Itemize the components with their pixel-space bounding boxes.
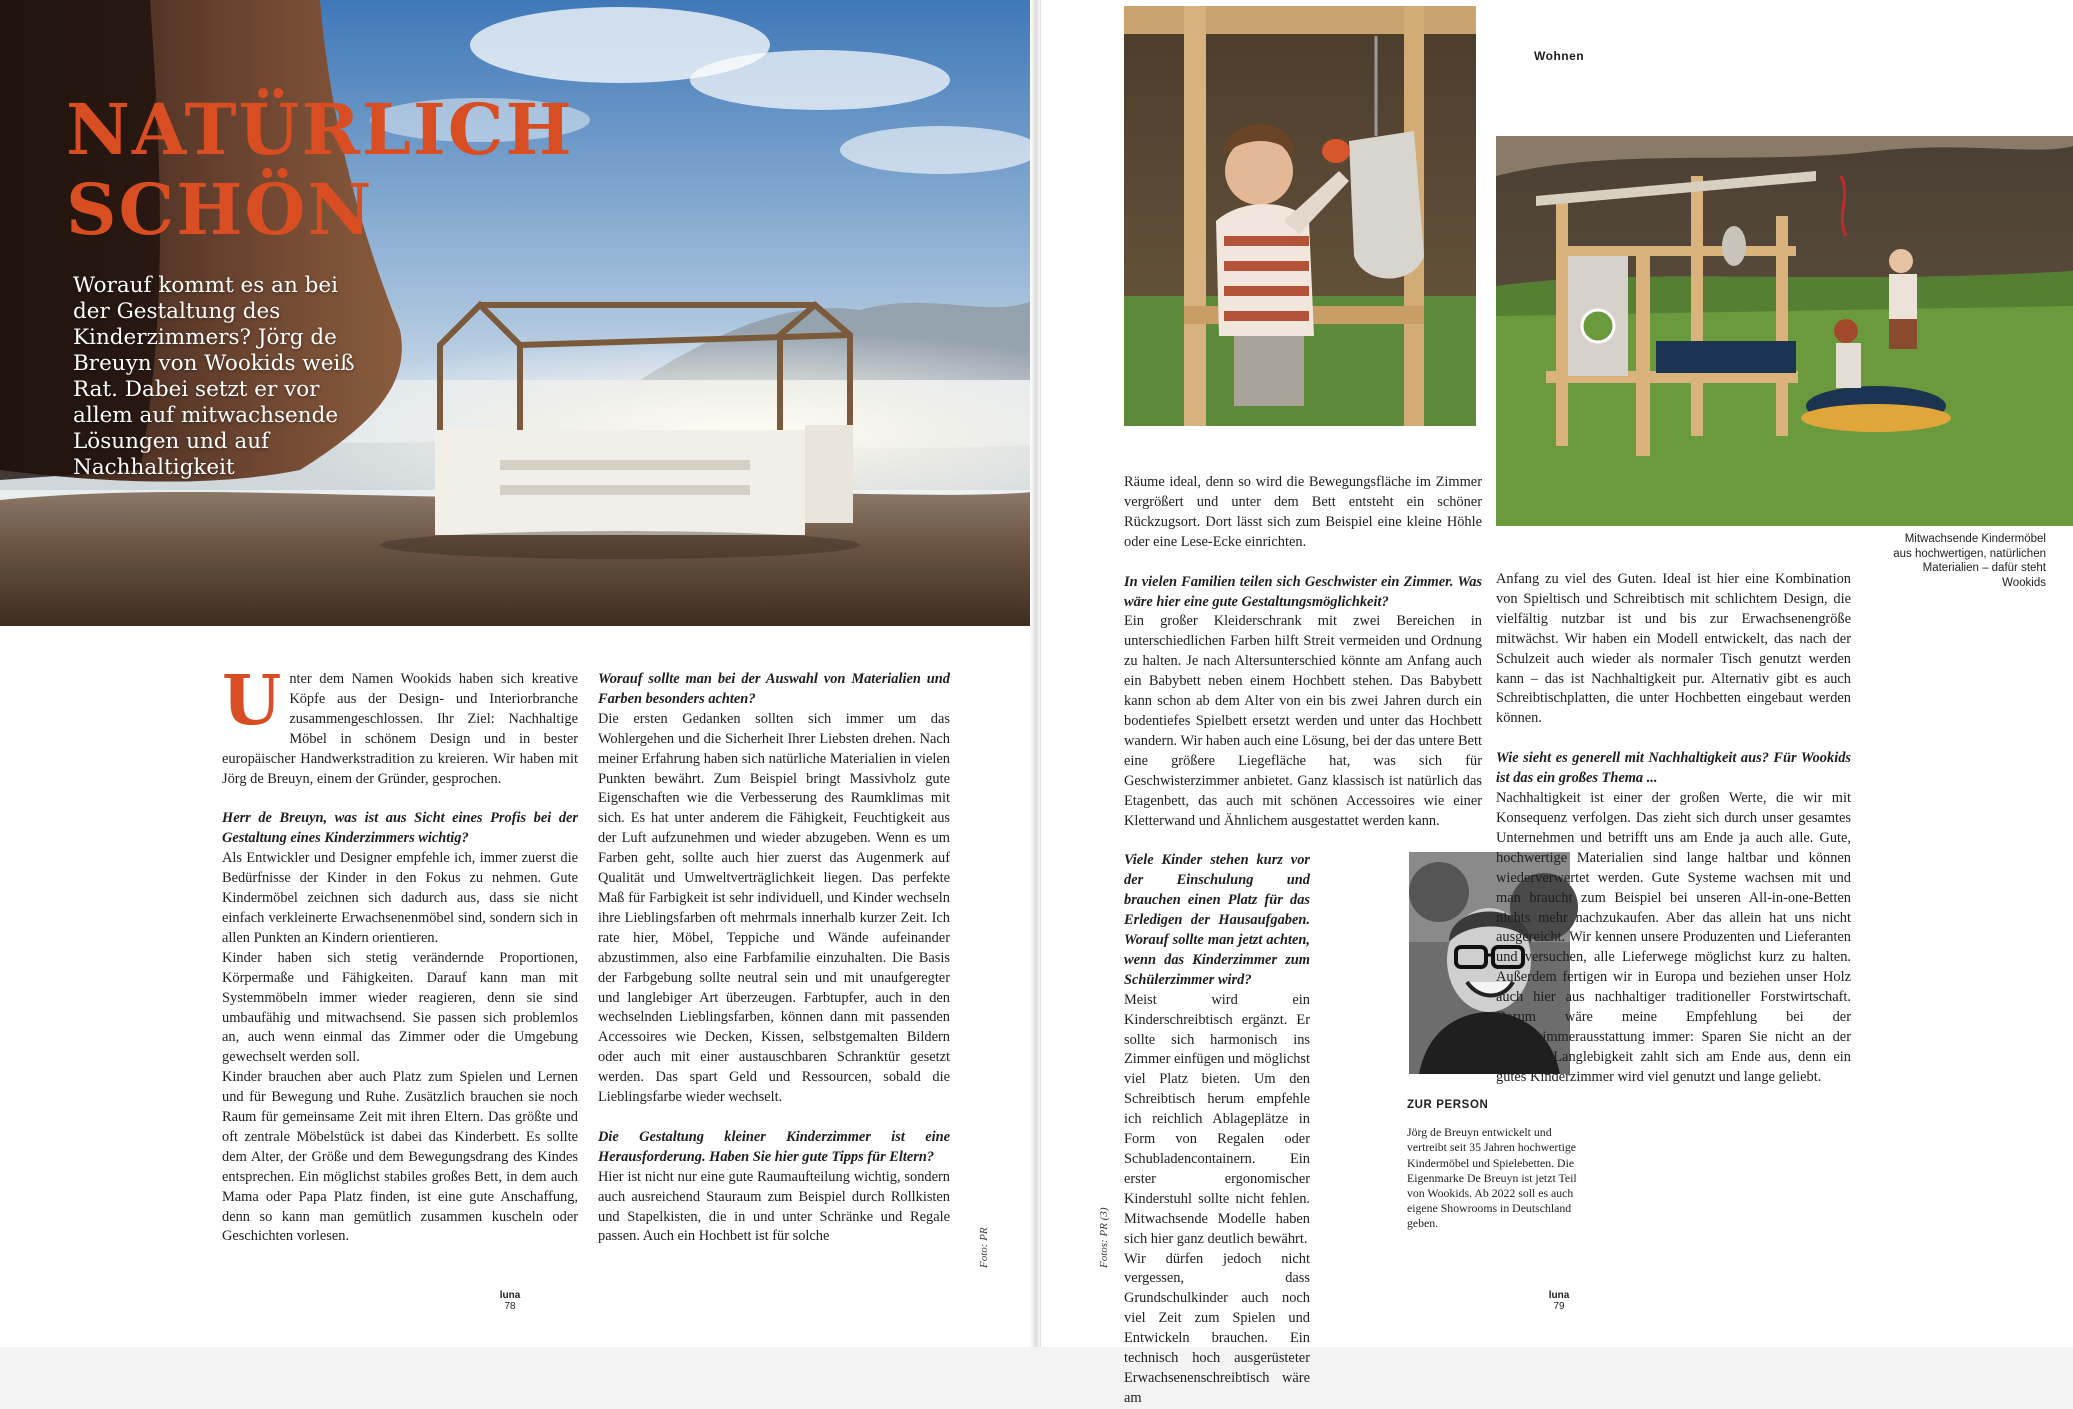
- bio-text: Jörg de Breuyn entwickelt und vertreibt seit 35 Jahren hochwertige Kindermöbel und Spielebetten. Die Eigenmarke De Breuyn ist jetzt Teil von Wookids. Ab 2022 soll es auch eigene Showrooms in Deutschland geben.: [1407, 1125, 1577, 1231]
- wooden-loft-bed-meadow-photo: [1496, 136, 2073, 526]
- interview-question: Viele Kinder stehen kurz vor der Einschulung und brauchen einen Platz für das Erledigen der Hausaufgaben. Worauf sollte man jetzt achten, wenn das Kinderzimmer zum Schülerzimmer wird?: [1124, 852, 1310, 988]
- bio-box: [1407, 1098, 1577, 1232]
- interview-answer: Kinder haben sich stetig verändernde Proportionen, Körpermaße und Fähigkeiten. Darauf kann man mit Systemmöbeln immer wieder reagieren, denn sie sind umbaufähig und mitwachsend. Sie passen sich problemlos an, auch wenn einmal das Zimmer oder die Umgebung gewechselt werden soll.: [222, 949, 578, 1066]
- loft-bed-illustration: [1496, 136, 2073, 526]
- interview-question: Worauf sollte man bei der Auswahl von Materialien und Farben besonders achten?: [598, 671, 950, 707]
- intro-text: Worauf kommt es an bei der Gestaltung des Kinderzimmers? Jörg de Breuyn von Wookids weiß Rat. Dabei setzt er vor allem auf mitwachsende Lösungen und auf Nachhaltigkeit: [73, 273, 355, 480]
- child-with-basket-illustration: [1124, 6, 1476, 426]
- headline-line: SCHÖN: [66, 168, 374, 251]
- page-number: 79: [1553, 1301, 1565, 1312]
- photo-credit: Foto: PR: [978, 1227, 990, 1268]
- page-number: 78: [504, 1301, 516, 1312]
- photo-caption: Mitwachsende Kindermöbel aus hochwertigen, natürlichen Materialien – dafür steht Wookids: [1893, 533, 2046, 589]
- page-folio: [490, 1290, 530, 1312]
- interview-answer: Hier ist nicht nur eine gute Raumaufteilung wichtig, sondern auch ausreichend Stauraum zum Beispiel durch Rollkisten und Stapelkisten, die in und unter Schränke und Regale passen. Auch ein Hochbett ist für solche: [598, 1168, 950, 1245]
- interview-question: Die Gestaltung kleiner Kinderzimmer ist eine Herausforderung. Haben Sie hier gute Tipps für Eltern?: [598, 1128, 950, 1165]
- interview-answer: Als Entwickler und Designer empfehle ich, immer zuerst die Bedürfnisse der Kinder in den Fokus zu nehmen. Gute Kindermöbel zeichnen sich dadurch aus, dass sie nicht einfach verkleinerte Erwachsenenmöbel sind, sondern sich in allen Punkten an Kindern orientieren.: [222, 850, 578, 946]
- interview-answer: Kinder brauchen aber auch Platz zum Spielen und Lernen und für Bewegung und Ruhe. Zusätzlich brauchen sie noch Raum für gemeinsame Zeit mit ihren Eltern. Das größte und oft zentrale Möbelstück ist dabei das Kinderbett. Es sollte dem Alter, der Größe und dem Bewegungsdrang des Kindes entsprechen. Ein möglichst stabiles großes Bett, in dem auch Mama oder Papa Platz finden, ist eine gute Anschaffung, denn so kann man gemütlich zusammen kuscheln oder Geschichten vorlesen.: [222, 1069, 578, 1245]
- interview-answer: Räume ideal, denn so wird die Bewegungsfläche im Zimmer vergrößert und unter dem Bett entsteht ein schöner Rückzugsort. Dort lässt sich zum Beispiel eine kleine Höhle oder eine Lese-Ecke einrichten.: [1124, 474, 1482, 550]
- drop-cap: U: [222, 661, 282, 741]
- interview-answer: Ein großer Kleiderschrank mit zwei Bereichen in unterschiedlichen Farben hilft Streit vermeiden und Ordnung zu halten. Je nach Altersunterschied könnte am Anfang auch ein Babybett neben einem Hochbett stehen. Das Babybett kann schon ab dem Alter von ein bis zwei Jahren durch ein bodentiefes Spielbett ersetzt werden und unter das Hochbett wandern. Wir haben auch eine Lösung, bei der das untere Bett eine größere Liegefläche hat, was sich für Geschwisterzimmer anbietet. Ganz klassisch ist natürlich das Etagenbett, das auch mit schönen Accessoires wie einer Kletterwand und Ähnlichem ausgestattet werden kann.: [1124, 613, 1482, 829]
- headline-line: NATÜRLICH: [66, 88, 574, 171]
- bio-heading: ZUR PERSON: [1407, 1099, 1489, 1111]
- lead-paragraph: [222, 661, 578, 789]
- interview-answer: Die ersten Gedanken sollten sich immer um das Wohlergehen und die Sicherheit Ihrer Liebsten drehen. Nach meiner Erfahrung haben sich natürliche Materialien in vielen Punkten bewährt. Zum Beispiel bringt Massivholz gute Eigenschaften wie die Verbesserung des Raumklimas mit sich. Es hat unter anderem die Fähigkeit, Feuchtigkeit aus der Luft aufzunehmen und wieder abzugeben. Wenn es um Farben geht, sollte auch hier zuerst das Augenmerk auf Qualität und Umweltverträglichkeit liegen. Das perfekte Maß für Farbigkeit ist sehr individuell, und Kinder wechseln ihre Lieblingsfarben oft mehrmals innerhalb kurzer Zeit. Ich rate hier, Möbel, Teppiche und Wände aufeinander abzustimmen, also eine Farbfamilie einzuhalten. Die Basis der Farbgebung sollte neutral sein und mit unaufgeregter und langlebiger Art überzeugen. Farbtupfer, auch in den wechselnden Lieblingsfarben, können dann mit passenden Accessoires wie Decken, Kissen, selbstgemalten Bildern oder auch mit einer austauschbaren Schranktür gesetzt werden. Das spart Geld und Ressourcen, sobald die Lieblingsfarbe wieder wechselt.: [598, 710, 950, 1106]
- child-hanging-basket-photo: [1124, 6, 1476, 426]
- magazine-name: luna: [1548, 1290, 1570, 1301]
- magazine-name: luna: [499, 1290, 521, 1301]
- magazine-page-left: [0, 0, 1034, 1347]
- section-label: Wohnen: [1534, 49, 1585, 63]
- interview-question: Wie sieht es generell mit Nachhaltigkeit aus? Für Wookids ist das ein großes Thema ...: [1496, 750, 1851, 787]
- interview-question: Herr de Breuyn, was ist aus Sicht eines Profis bei der Gestaltung eines Kinderzimmers wichtig?: [222, 810, 578, 847]
- interview-answer: Anfang zu viel des Guten. Ideal ist hier eine Kombination von Spieltisch und Schreibtisch mit schlichtem Design, die vielfältig nutzbar ist und bis zur Erwachsenengröße mitwächst. Wir haben ein Modell entwickelt, das nach der Schulzeit auch wieder als normaler Tisch genutzt werden kann – das ist Nachhaltigkeit pur. Alternativ gibt es auch Schreibtischplatten, die unter Hochbetten eingebaut werden können.: [1496, 571, 1851, 727]
- page-folio: [1539, 1290, 1579, 1312]
- interview-question: In vielen Familien teilen sich Geschwister ein Zimmer. Was wäre hier eine gute Gestaltungsmöglichkeit?: [1124, 573, 1482, 610]
- photo-credit: Fotos: PR (3): [1098, 1207, 1110, 1268]
- headline: [66, 90, 574, 250]
- interview-answer: Wir dürfen jedoch nicht vergessen, dass Grundschulkinder auch noch viel Zeit zum Spielen und Entwickeln brauchen. Ein technisch hoch ausgerüsteter Erwachsenenschreibtisch wäre am: [1124, 1250, 1310, 1406]
- magazine-page-right: [1040, 0, 2073, 1406]
- article-column-4: [1496, 570, 1851, 1088]
- interview-answer: Meist wird ein Kinderschreibtisch ergänzt. Er sollte sich harmonisch ins Zimmer einfügen und möglichst viel Platz bieten. Um den Schreibtisch herum empfehle ich reichlich Ablageplätze in Form von Regalen oder Schubladencontainern. Ein erster ergonomischer Kinderstuhl sollte nicht fehlen. Mitwachsende Modelle haben sich hier ganz deutlich bewährt.: [1124, 991, 1310, 1247]
- article-column-1: [222, 661, 578, 1247]
- interview-answer: Nachhaltigkeit ist einer der großen Werte, die wir mit Konsequenz verfolgen. Das zieht sich durch unser gesamtes Unternehmen und betrifft uns am Ende ja auch alle. Gute, hochwertige Materialien sind lange haltbar und können wiederverwertet werden. Gute Systeme wachsen mit und man braucht zum Beispiel bei unseren All-in-one-Betten nichts mehr nachzukaufen. Aber das allein hat uns nicht ausgereicht. Wir kennen unsere Produzenten und Lieferanten und versuchen, alle Lieferwege möglichst kurz zu halten. Außerdem fertigen wir in Europa und beziehen unser Holz auch hier aus nachhaltiger traditioneller Forstwirtschaft. Darum wäre meine Empfehlung bei der Kinderzimmerausstattung immer: Sparen Sie nicht an der Qualität. Langlebigkeit zahlt sich am Ende aus, denn ein gutes Kinderzimmer wird viel genutzt und lange geliebt.: [1496, 790, 1851, 1085]
- article-column-2: [598, 670, 950, 1247]
- lead-text: nter dem Namen Wookids haben sich kreative Köpfe aus der Design- und Interiorbranche zusammengeschlossen. Ihr Ziel: Nachhaltige Möbel in schönem Design und in bester europäischer Handwerkstradition zu kreieren. Wir haben mit Jörg de Breuyn, einem der Gründer, gesprochen.: [222, 671, 578, 787]
